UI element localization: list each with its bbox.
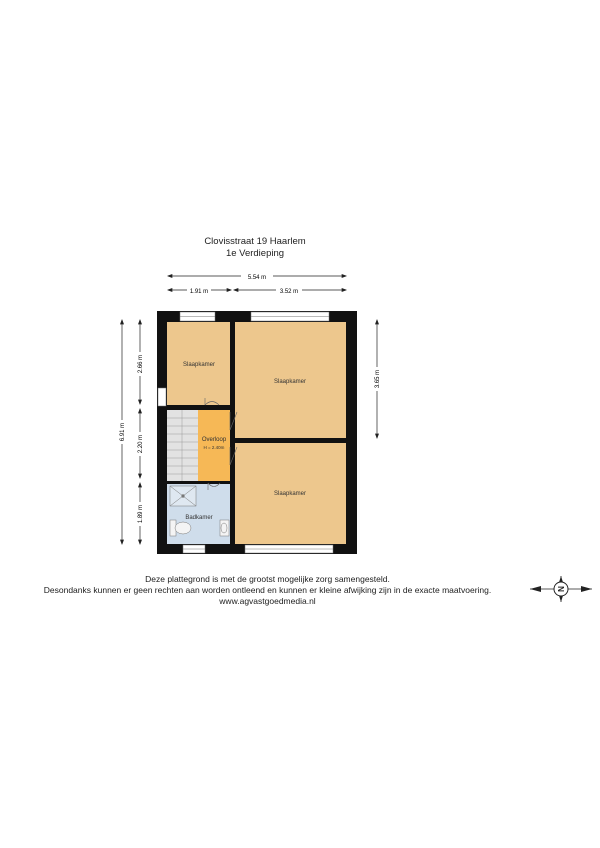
label-slaapkamer-top: Slaapkamer [273,379,307,385]
stairwell [167,410,198,481]
dim-seg-mid: 2.20 m [138,434,144,454]
disclaimer-line1: Deze plattegrond is met de grootst mogelijke zorg samengesteld. [145,574,390,584]
label-overloop: Overloop [201,437,227,443]
dim-left-width: 1.91 m [189,289,209,295]
shower [170,486,196,506]
label-badkamer: Badkamer [185,515,213,521]
dim-total-depth: 6.91 m [120,422,126,442]
compass-icon [530,576,592,602]
disclaimer [0,574,535,607]
dim-right-depth: 3.65 m [375,369,381,389]
disclaimer-line2: Desondanks kunnen er geen rechten aan worden ontleend en kunnen er kleine afwijking zijn in de exacte maatvoering. [43,585,492,595]
website-link[interactable]: www.agvastgoedmedia.nl [219,596,316,606]
label-slaapkamer-bottom: Slaapkamer [273,491,307,497]
floor-text: 1e Verdieping [225,248,285,259]
address-text: Clovisstraat 19 Haarlem [204,236,306,247]
dim-seg-bottom: 1.89 m [138,504,144,524]
dim-seg-top: 2.66 m [138,354,144,374]
dim-total-width: 5.54 m [247,275,267,281]
sink [220,520,229,536]
compass-letter: N [557,586,566,592]
label-slaapkamer-small: Slaapkamer [182,362,216,368]
dim-right-width: 3.52 m [279,289,299,295]
label-overloop-height: H = 2.40m [203,445,225,450]
